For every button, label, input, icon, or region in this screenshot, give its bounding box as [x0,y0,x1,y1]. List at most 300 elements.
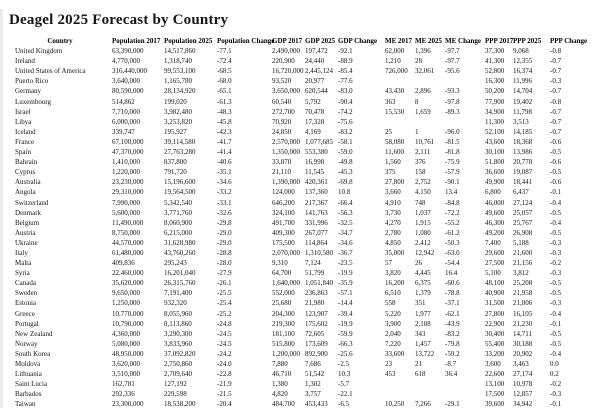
value-cell: 21,110 [272,168,291,177]
value-cell: 30,100 [485,148,505,157]
value-cell: -45.3 [338,168,353,177]
table-row [8,349,592,359]
value-cell: -29.0 [217,238,232,247]
country-cell: Lithuania [15,370,42,379]
value-cell: 16,300 [485,77,505,86]
value-cell: -57.1 [338,289,353,298]
value-cell: -32.6 [217,208,232,217]
value-cell: 292,336 [112,390,135,399]
value-cell [385,76,415,86]
value-cell: 5,100 [485,269,501,278]
value-cell: 1,200,000 [272,349,300,358]
value-cell: -59.0 [338,148,353,157]
value-cell: 220,900 [272,57,295,66]
value-cell: 3,600 [485,360,501,368]
value-cell: -77.1 [217,47,232,56]
value-cell: -83.2 [338,127,353,136]
value-cell: 2,709,640 [164,370,192,379]
value-cell: 51,799 [305,269,325,278]
value-cell: 339,747 [112,127,135,136]
value-cell: 55,400 [485,339,505,348]
value-cell: 25 [385,127,392,136]
value-cell: -6.5 [338,400,350,409]
value-cell: 27,800 [485,309,505,318]
value-cell: -85.4 [338,67,353,76]
value-cell: 23 [385,360,392,368]
value-cell: 16,998 [305,158,325,167]
value-cell: 9,068 [513,47,529,56]
value-cell: 33,200 [485,349,505,358]
value-cell: -24.5 [217,329,232,338]
country-cell: France [15,137,35,146]
value-cell: 3,253,820 [164,117,192,126]
value-cell: 4,270 [385,218,401,227]
country-cell: Austria [15,228,36,237]
value-cell: 15,530 [385,107,405,116]
value-cell: 9,310 [272,259,288,268]
value-cell: 124,000 [272,188,295,197]
value-cell: -0.5 [550,148,562,157]
table-row [8,76,592,86]
country-cell: Israel [15,107,31,116]
value-cell: 49,600 [485,208,505,217]
value-cell: 7,880 [272,360,288,368]
value-cell [385,117,415,127]
column-header: PPP 2025 [513,37,542,45]
table-row [8,298,592,308]
value-cell: -65.1 [217,87,232,96]
value-cell: 10,250 [385,400,405,409]
value-cell: 19,087 [513,168,533,177]
value-cell: -22.8 [217,370,232,379]
value-cell: 26 [415,259,422,268]
value-cell [445,379,485,389]
value-cell: 453,433 [305,400,328,409]
value-cell: 3,730 [385,208,401,217]
value-cell: 37,092,820 [164,349,196,358]
value-cell: 3,620,000 [112,360,140,368]
value-cell: -96.0 [445,127,460,136]
value-cell: 1,915 [415,218,431,227]
column-header: GDP Change [338,37,378,45]
value-cell: 77,900 [485,97,505,106]
value-cell: -0.1 [550,319,562,328]
value-cell: -0.6 [550,158,562,167]
value-cell: 181,100 [272,329,295,338]
value-cell: 21,600 [513,248,533,257]
table-header [8,36,592,46]
value-cell [385,379,415,389]
value-cell: 10.8 [338,188,351,197]
value-cell: 8 [415,97,419,106]
value-cell: 31,500 [485,299,505,308]
value-cell: -35.1 [217,168,232,177]
value-cell: 26,315,760 [164,279,196,288]
value-cell: 7,990,000 [112,198,140,207]
table-row [8,329,592,339]
value-cell: 19,564,500 [164,188,196,197]
value-cell: 3,833,960 [164,339,192,348]
value-cell: 236,863 [305,289,328,298]
value-cell: 127,192 [164,380,187,389]
value-cell: 6,000,000 [112,117,140,126]
table-row [8,147,592,157]
value-cell: 10,978 [513,380,533,389]
value-cell: 9,650,000 [112,289,140,298]
value-cell: 4,910 [385,198,401,207]
value-cell: 175,500 [272,238,295,247]
country-cell: Switzerland [15,198,49,207]
value-cell: 93,520 [272,77,292,86]
value-cell: 137,360 [305,188,328,197]
value-cell: 25,680 [272,299,292,308]
value-cell: 1,410,000 [112,158,140,167]
value-cell: -0.8 [550,47,562,56]
value-cell: 5,188 [513,238,529,247]
country-cell: Sweden [15,289,38,298]
table-row [8,107,592,117]
value-cell: 3,982,480 [164,107,192,116]
value-cell [415,76,445,86]
table-row [8,268,592,278]
table-row [8,238,592,248]
value-cell: -56.3 [338,208,353,217]
value-cell: 13.4 [445,188,458,197]
value-cell: 2,752 [415,178,431,187]
table-row [8,46,592,56]
value-cell: 27,174 [513,370,533,379]
value-cell: 10,790,000 [112,319,144,328]
value-cell: 1,379 [415,289,431,298]
value-cell: 2,111 [415,148,431,157]
value-cell: 50,200 [485,87,505,96]
value-cell: 52,100 [485,127,505,136]
value-cell: 316,440,000 [112,67,147,76]
value-cell: 552,000 [272,289,295,298]
value-cell: 58,080 [385,137,405,146]
value-cell: 5,080,000 [112,339,140,348]
value-cell: 1,210 [385,57,401,66]
value-cell: -97.7 [445,57,460,66]
value-cell: 23,300,000 [112,400,144,409]
value-cell: -92.1 [338,47,353,56]
value-cell: 748 [415,198,426,207]
value-cell: -61.3 [217,97,232,106]
value-cell: 31,628,980 [164,238,196,247]
value-cell: 12,942 [415,248,435,257]
value-cell: -14.4 [338,299,353,308]
value-cell: 197,472 [305,47,328,56]
value-cell: -0.6 [550,137,562,146]
value-cell: 70,478 [305,107,325,116]
value-cell: 33,600 [385,349,405,358]
value-cell: -0.6 [550,178,562,187]
value-cell: 13,986 [513,148,533,157]
value-cell: -90.4 [338,97,353,106]
country-cell: United States of America [15,67,86,76]
value-cell [415,379,445,389]
value-cell: 11,600 [385,148,404,157]
value-cell: 36.4 [445,370,458,379]
value-cell: 34,942 [513,400,533,409]
table-row [8,389,592,399]
value-cell: -0.3 [550,248,562,257]
value-cell: 3,650,000 [272,87,300,96]
value-cell: 19,402 [513,97,533,106]
value-cell: 484,700 [272,400,295,409]
value-cell: -0.1 [550,188,562,197]
value-cell: 376 [415,158,426,167]
value-cell: 30,188 [513,339,533,348]
value-cell: 837,800 [164,158,187,167]
value-cell: 11,300 [485,117,504,126]
value-cell: -97.8 [445,97,460,106]
value-cell: -0.5 [550,208,562,217]
value-cell: 80,590,000 [112,87,144,96]
value-cell: 43,430 [385,87,405,96]
value-cell: 1,077,685 [305,137,333,146]
value-cell [445,389,485,399]
value-cell [385,389,415,399]
value-cell: 8,750,000 [112,228,140,237]
value-cell: 2,750,860 [164,360,192,368]
value-cell: 99,553,100 [164,67,196,76]
value-cell: 3,640,000 [112,77,140,86]
value-cell: 2,040 [385,329,401,338]
country-cell: New Zealand [15,329,53,338]
table-row [8,319,592,329]
value-cell: 48,100 [485,279,505,288]
value-cell: -40.6 [217,158,232,167]
value-cell: 3,660 [385,188,401,197]
value-cell: 491,700 [272,218,295,227]
value-cell: -0.3 [550,269,562,278]
value-cell: -69.8 [338,178,353,187]
value-cell: 158 [415,168,426,177]
value-cell: -0.4 [550,309,562,318]
value-cell: 40,900 [485,289,505,298]
value-cell: 272,700 [272,107,295,116]
value-cell: -25.6 [338,349,353,358]
value-cell: 5,792 [305,97,321,106]
value-cell: 4,820 [272,390,288,399]
value-cell: 21,230 [513,319,533,328]
value-cell: 514,862 [112,97,135,106]
value-cell [445,76,485,86]
value-cell: 7,191,400 [164,289,192,298]
value-cell: 195,927 [164,127,187,136]
value-cell: -23.5 [338,259,353,268]
column-header: Country [47,37,73,45]
value-cell: 3,771,760 [164,208,192,217]
value-cell: 229,598 [164,390,187,399]
value-cell: -81.8 [445,148,460,157]
page-title: Deagel 2025 Forecast by Country [9,12,229,28]
table-row [8,369,592,379]
column-header: ME Change [445,37,481,45]
value-cell: -29.8 [217,218,232,227]
value-cell: 43,600 [485,137,505,146]
value-cell: -59.2 [445,349,460,358]
value-cell: 49,200 [485,228,505,237]
value-cell: 1,640,000 [272,279,300,288]
value-cell: 29,600 [485,248,505,257]
value-cell: 2,570,000 [272,137,300,146]
value-cell: 13,722 [415,349,435,358]
value-cell [415,117,445,127]
value-cell: 515,800 [272,339,295,348]
value-cell: 4,850 [385,238,401,247]
value-cell: -19.9 [338,319,353,328]
table-row [8,379,592,389]
value-cell: -83.0 [338,87,353,96]
value-cell: 409,300 [272,228,295,237]
value-cell: -0.3 [550,299,562,308]
value-cell: 12,355 [513,57,533,66]
value-cell: -24.5 [217,339,232,348]
value-cell: 41,300 [485,57,505,66]
value-cell: 22,460,000 [112,269,144,278]
value-cell: 8,055,960 [164,309,192,318]
value-cell: 60,540 [272,97,292,106]
table-row [8,86,592,96]
value-cell: 1,080 [415,228,431,237]
value-cell: -61.2 [445,228,460,237]
value-cell: -72.2 [445,208,460,217]
value-cell: 21 [415,360,422,368]
value-cell: -95.6 [445,67,460,76]
value-cell: 343 [415,329,426,338]
value-cell: 52,800 [485,67,505,76]
country-cell: United Kingdom [15,47,63,56]
country-cell: Norway [15,339,38,348]
value-cell: -60.6 [445,279,460,288]
value-cell: -24.2 [217,349,232,358]
header-row [8,36,592,46]
value-cell: 10.3 [338,370,351,379]
column-header: ME 2017 [385,37,413,45]
value-cell: -79.8 [445,339,460,348]
value-cell: -41.4 [217,148,232,157]
value-cell: 21,156 [513,259,533,268]
value-cell: -0.8 [550,97,562,106]
table-row [8,248,592,258]
value-cell: -68.0 [217,77,232,86]
value-cell: 1,220,000 [112,168,140,177]
country-cell: Australia [15,178,41,187]
value-cell: 43,760,260 [164,248,196,257]
value-cell: 5,600,000 [112,208,140,217]
country-cell: Italy [15,248,28,257]
value-cell: 4,770,000 [112,57,140,66]
value-cell: 15,196,600 [164,178,196,187]
value-cell: 18,538,200 [164,400,196,409]
value-cell: 25,767 [513,218,533,227]
value-cell: 16,201,040 [164,269,196,278]
value-cell: 16.4 [445,269,458,278]
value-cell: 17,328 [305,117,325,126]
table-row [8,66,592,76]
value-cell: -25.4 [217,299,232,308]
value-cell: 11,996 [513,77,532,86]
value-cell: 46,000 [485,198,505,207]
country-cell: Syria [15,269,30,278]
value-cell: 1,037 [415,208,431,217]
value-cell: -33.1 [217,198,232,207]
table-row [8,187,592,197]
country-cell: Spain [15,148,31,157]
value-cell: 46,710 [272,370,292,379]
country-cell: Iceland [15,127,36,136]
value-cell: 219,300 [272,319,295,328]
value-cell: 646,200 [272,198,295,207]
column-header: PPP 2017 [485,37,514,45]
country-cell: Bahrain [15,158,38,167]
value-cell: 33,870 [272,158,292,167]
value-cell: -27.9 [217,269,232,278]
table-row [8,127,592,137]
value-cell: 16,720,000 [272,67,304,76]
value-cell: 3,812 [513,269,529,278]
value-cell: 7,400 [485,238,501,247]
value-cell: 27,124 [513,198,533,207]
value-cell: 46,300 [485,218,505,227]
value-cell: 1,350,000 [272,148,300,157]
value-cell: 375 [385,168,396,177]
value-cell: 20,778 [513,158,533,167]
value-cell: -0.5 [550,329,562,338]
value-cell: 70,920 [272,117,292,126]
value-cell: 1,977 [415,309,431,318]
value-cell: 324,100 [272,208,295,217]
value-cell: -50.3 [445,238,460,247]
value-cell: -0.7 [550,87,562,96]
table-row [8,208,592,218]
table-row [8,137,592,147]
value-cell: -49.8 [338,158,353,167]
value-cell: -0.7 [550,57,562,66]
value-cell: 24,850 [272,127,292,136]
value-cell: -81.5 [445,137,460,146]
value-cell: -33.2 [217,188,232,197]
value-cell: 35,620,000 [112,279,144,288]
value-cell: -20.4 [217,400,232,409]
country-cell: Ireland [15,57,35,66]
value-cell: 14,711 [513,329,532,338]
value-cell: 25,208 [513,279,533,288]
value-cell: 5,342,540 [164,198,192,207]
value-cell: -42.3 [217,127,232,136]
value-cell: 22,900 [485,319,505,328]
value-cell: -68.5 [217,67,232,76]
table-row [8,278,592,288]
value-cell: 3,757 [305,390,321,399]
country-cell: Taiwan [15,400,36,409]
value-cell: 7,686 [305,360,321,368]
country-cell: Angola [15,188,36,197]
value-cell: -24.0 [217,360,232,368]
value-cell: -0.1 [550,400,562,409]
value-cell: 28 [415,57,422,66]
value-cell: 4,150 [415,188,431,197]
value-cell: -19.9 [338,269,353,278]
value-cell: 1,560 [385,158,401,167]
value-cell: 7,266 [415,400,431,409]
country-cell: Saint Lucia [15,380,48,389]
country-cell: Germany [15,87,42,96]
value-cell: -0.4 [550,218,562,227]
value-cell: 17,500 [485,390,505,399]
